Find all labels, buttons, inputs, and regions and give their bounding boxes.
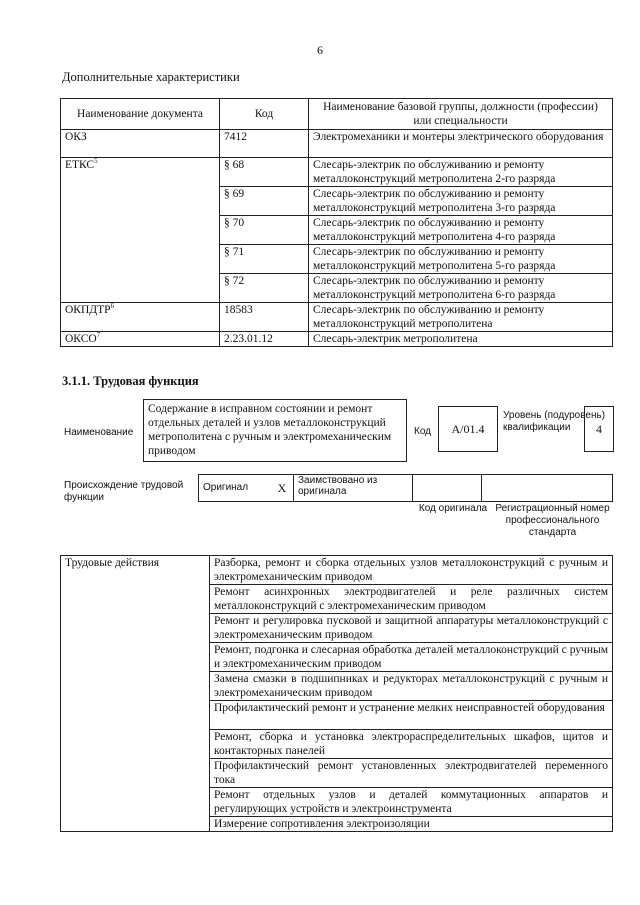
code-cell: 18583 [220,303,309,332]
original-label: Оригинал [199,475,272,502]
origin-row [199,475,613,502]
action-row [61,556,613,585]
actions-label: Трудовые действия [61,556,210,832]
table-row [61,158,613,187]
actions-table [60,555,613,832]
function-title: 3.1.1. Трудовая функция [62,374,199,388]
header-name: Наименование базовой группы, должности (профессии) или специальности [309,99,613,130]
name-cell: Слесарь-электрик по обслуживанию и ремонту металлоконструкций метрополитена 5-го разряда [309,245,613,274]
action-item: Профилактический ремонт установленных электродвигателей переменного тока [210,759,613,788]
table-row [61,216,613,245]
section-title: Дополнительные характеристики [62,70,240,84]
characteristics-table [60,98,613,347]
doc-name: ОКПДТР [65,304,111,316]
header-code: Код [220,99,309,130]
doc-cell [61,303,220,332]
doc-cell [61,187,220,216]
action-item: Ремонт и регулировка пусковой и защитной аппаратуры металлоконструкций с электромеханическим приводом [210,614,613,643]
table-row [61,332,613,347]
table-row [61,274,613,303]
level-label: Уровень (подуровень) квалификации [503,410,606,433]
action-item: Разборка, ремонт и сборка отдельных узлов металлоконструкций с ручным и электромеханическим приводом [210,556,613,585]
action-item: Профилактический ремонт и устранение мелких неисправностей оборудования [210,701,613,730]
code-label: Код [414,426,432,437]
reg-num-cell [482,475,613,502]
name-cell: Электромеханики и монтеры электрического оборудования [309,130,613,158]
table-row [61,187,613,216]
name-cell: Слесарь-электрик по обслуживанию и ремонту металлоконструкций метрополитена 3-го разряда [309,187,613,216]
original-mark: X [271,475,294,502]
code-cell: § 68 [220,158,309,187]
name-cell: Слесарь-электрик метрополитена [309,332,613,347]
origin-label: Происхождение трудовой функции [64,480,184,503]
orig-code-label: Код оригинала [418,503,488,514]
name-cell: Слесарь-электрик по обслуживанию и ремонту металлоконструкций метрополитена 4-го разряда [309,216,613,245]
doc-cell [61,332,220,347]
action-item: Ремонт асинхронных электродвигателей и реле различных систем металлоконструкций с электромеханическим приводом [210,585,613,614]
name-cell: Слесарь-электрик по обслуживанию и ремонту металлоконструкций метрополитена 2-го разряда [309,158,613,187]
doc-name: ЕТКС [65,159,95,171]
table-header-row [61,99,613,130]
footnote-mark: 7 [96,331,101,340]
code-cell: 7412 [220,130,309,158]
borrowed-label: Заимствовано из оригинала [294,475,413,502]
action-item: Ремонт, подгонка и слесарная обработка деталей металлоконструкций с ручным и электромеханическим приводом [210,643,613,672]
doc-cell [61,216,220,245]
code-cell: 2.23.01.12 [220,332,309,347]
code-cell: § 70 [220,216,309,245]
footnote-mark: 5 [94,157,98,166]
doc-cell [61,245,220,274]
action-item: Ремонт, сборка и установка электрораспределительных шкафов, щитов и контакторных панелей [210,730,613,759]
doc-name: ОКЗ [65,131,87,143]
action-item: Измерение сопротивления электроизоляции [210,817,613,832]
footnote-mark: 6 [110,302,115,311]
table-row [61,303,613,332]
code-cell: § 72 [220,274,309,303]
function-name-box: Содержание в исправном состоянии и ремонт отдельных деталей и узлов металлоконструкций метрополитена с ручным и электромеханическим приводом [143,399,407,462]
name-cell: Слесарь-электрик по обслуживанию и ремонту металлоконструкций метрополитена 6-го разряда [309,274,613,303]
action-item: Замена смазки в подшипниках и редукторах металлоконструкций с ручным и электромеханическим приводом [210,672,613,701]
orig-code-cell [413,475,482,502]
doc-cell [61,158,220,187]
function-code-box: A/01.4 [438,406,498,452]
doc-cell [61,130,220,158]
header-doc: Наименование документа [61,99,220,130]
table-row [61,245,613,274]
name-label: Наименование [64,427,134,438]
level-box: 4 [584,406,614,452]
action-item: Ремонт отдельных узлов и деталей коммутационных аппаратов и регулирующих устройств и электроинструмента [210,788,613,817]
code-cell: § 69 [220,187,309,216]
doc-cell [61,274,220,303]
origin-table [198,474,613,502]
name-cell: Слесарь-электрик по обслуживанию и ремонту металлоконструкций метрополитена [309,303,613,332]
reg-num-label: Регистрационный номер профессионального стандарта [495,503,610,538]
code-cell: § 71 [220,245,309,274]
table-row [61,130,613,158]
doc-name: ОКСО [65,333,97,345]
page-number: 6 [317,43,323,57]
